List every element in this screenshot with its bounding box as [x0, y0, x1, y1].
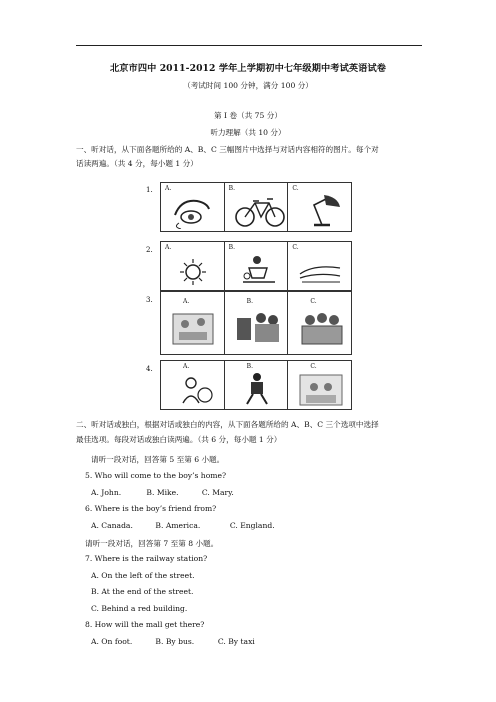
option-label: A. — [183, 363, 190, 370]
option-label: A. — [183, 298, 190, 305]
option-c[interactable]: C. Mary. — [201, 488, 234, 497]
listening-heading: 听力理解（共 10 分） — [210, 128, 286, 137]
picture-option-c[interactable] — [288, 292, 351, 354]
option-label: C. — [310, 298, 317, 305]
option-b[interactable]: B. America. — [155, 521, 201, 530]
option-label: C. — [292, 185, 299, 192]
boy-drawing-icon — [169, 369, 219, 407]
option-label: B. — [228, 185, 235, 192]
telephone-icon — [169, 191, 219, 229]
exam-title: 北京市四中 2011-2012 学年上学期初中七年级期中考试英语试卷 — [109, 63, 387, 74]
option-label: B. — [246, 298, 253, 305]
part-heading: 第 I 卷（共 75 分） — [214, 111, 282, 120]
option-label: A. — [165, 244, 172, 251]
picture-option-c[interactable] — [288, 183, 351, 231]
option-label: A. — [165, 185, 172, 192]
picture-option-b[interactable] — [225, 292, 289, 354]
part1-instruction-line1: 一、听对话，从下面各题所给的 A、B、C 三幅图片中选择与对话内容相符的图片。每个对 — [76, 145, 379, 154]
family-room-icon — [296, 369, 346, 407]
question-8-options — [91, 637, 255, 646]
sun-icon — [169, 250, 219, 288]
question-2-pictures — [160, 241, 352, 291]
bicycle-icon — [233, 191, 287, 229]
exam-subtitle: （考试时间 100 分钟，满分 100 分） — [183, 81, 313, 90]
boy-running-icon — [233, 369, 283, 407]
picture-option-c[interactable] — [288, 242, 351, 290]
classroom-icon — [169, 308, 219, 352]
option-a[interactable]: A. On foot. — [91, 637, 133, 646]
option-label: B. — [246, 363, 253, 370]
question-3-number: 3. — [146, 296, 153, 304]
question-5-options — [91, 488, 234, 497]
question-8: 8. How will the mall get there? — [85, 620, 205, 629]
listening-intro-5-6: 请听一段对话，回答第 5 至第 6 小题。 — [91, 455, 225, 464]
question-2-number: 2. — [146, 246, 153, 254]
picture-option-a[interactable] — [161, 292, 225, 354]
option-a[interactable]: A. Canada. — [91, 521, 133, 530]
picture-option-b[interactable] — [225, 361, 289, 409]
question-6: 6. Where is the boy’s friend from? — [85, 504, 217, 513]
question-7-option-b[interactable]: B. At the end of the street. — [91, 587, 194, 596]
question-3-pictures — [160, 291, 352, 355]
picture-option-a[interactable] — [161, 242, 225, 290]
windy-weather-icon — [296, 250, 346, 288]
question-7: 7. Where is the railway station? — [85, 554, 208, 563]
question-4-number: 4. — [146, 365, 153, 373]
question-7-option-a[interactable]: A. On the left of the street. — [91, 571, 195, 580]
picture-option-c[interactable] — [288, 361, 351, 409]
option-c[interactable]: C. By taxi — [217, 637, 255, 646]
question-4-pictures — [160, 360, 352, 410]
question-1-pictures — [160, 182, 352, 232]
desk-lamp-icon — [296, 191, 346, 229]
part2-instruction-line2: 最佳选项。每段对话或独白读两遍。（共 6 分，每小题 1 分） — [76, 435, 282, 444]
listening-intro-7-8: 请听一段对话，回答第 7 至第 8 小题。 — [85, 539, 219, 548]
people-scene-icon — [233, 250, 283, 288]
group-reading-icon — [296, 308, 346, 352]
question-5: 5. Who will come to the boy’s home? — [85, 471, 227, 480]
picture-option-b[interactable] — [225, 183, 289, 231]
option-c[interactable]: C. England. — [229, 521, 275, 530]
part2-instruction-line1: 二、听对话或独白，根据对话或独白的内容，从下面各题所给的 A、B、C 三个选项中选择 — [76, 420, 379, 429]
question-7-option-c[interactable]: C. Behind a red building. — [91, 604, 188, 613]
option-b[interactable]: B. By bus. — [155, 637, 195, 646]
musicians-icon — [233, 308, 283, 352]
option-b[interactable]: B. Mike. — [146, 488, 179, 497]
option-label: B. — [228, 244, 235, 251]
option-label: C. — [310, 363, 317, 370]
header-rule — [76, 45, 422, 46]
picture-option-a[interactable] — [161, 361, 225, 409]
part1-instruction-line2: 话读两遍。（共 4 分，每小题 1 分） — [76, 159, 198, 168]
option-label: C. — [292, 244, 299, 251]
question-6-options — [91, 521, 275, 530]
picture-option-b[interactable] — [225, 242, 289, 290]
picture-option-a[interactable] — [161, 183, 225, 231]
option-a[interactable]: A. John. — [91, 488, 122, 497]
question-1-number: 1. — [146, 186, 153, 194]
